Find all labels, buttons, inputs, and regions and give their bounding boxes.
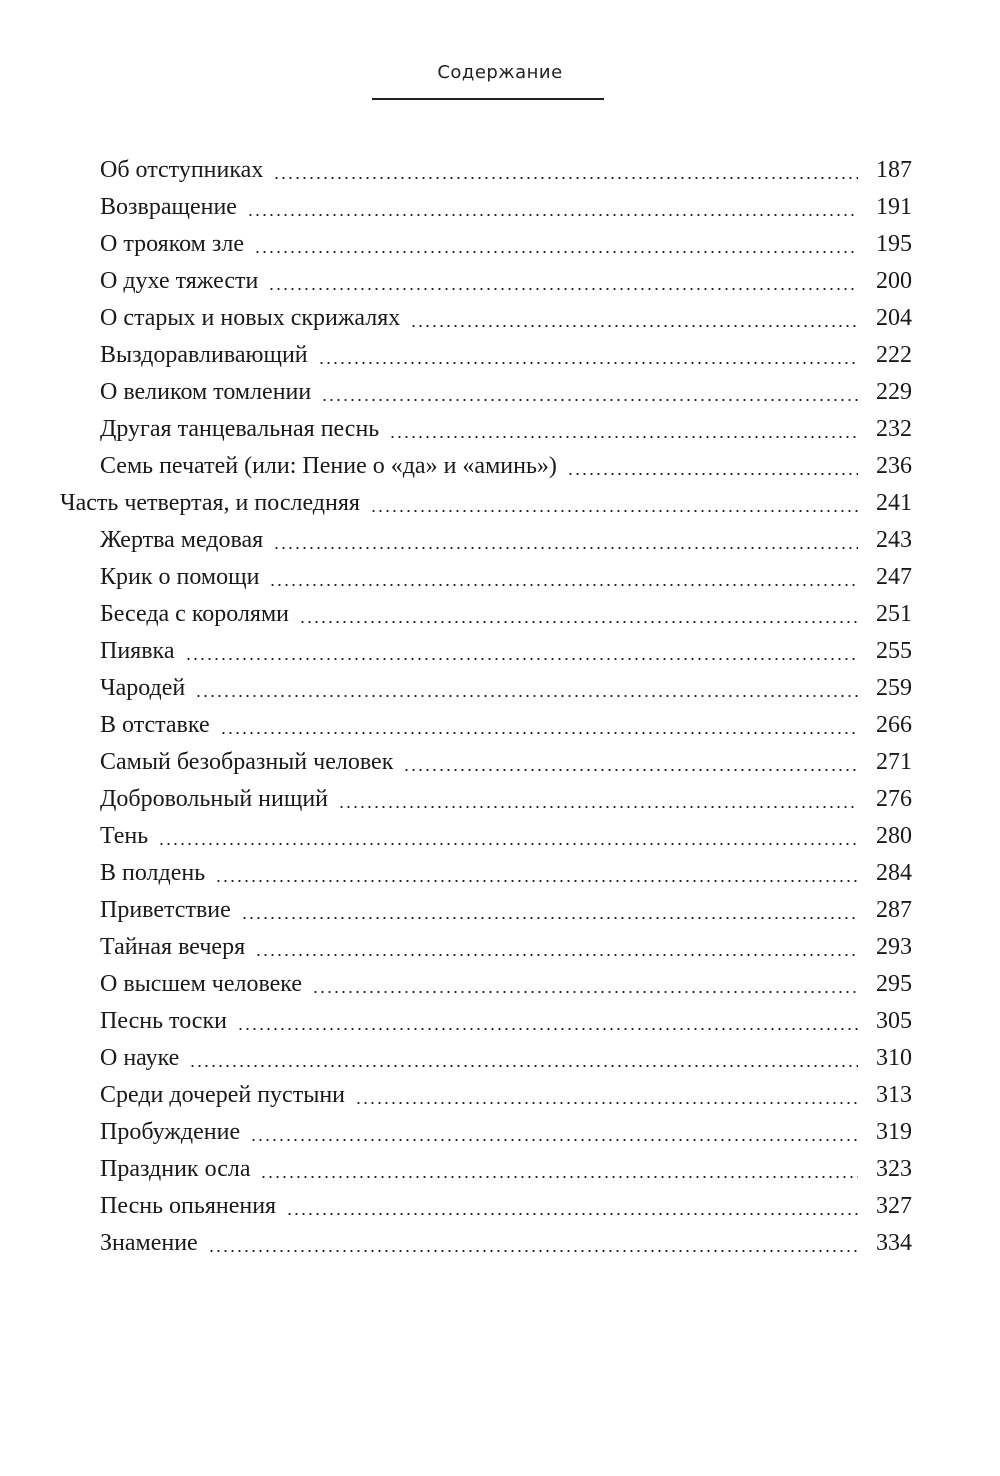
toc-entry <box>100 707 912 744</box>
toc-entry-page: 276 <box>876 786 912 812</box>
toc-entry-title: Крик о помощи <box>100 564 260 590</box>
running-head: Содержание <box>437 62 563 83</box>
toc-entry <box>100 929 912 966</box>
toc-entry <box>100 189 912 226</box>
toc-entry-page: 229 <box>876 379 912 405</box>
toc-entry <box>100 226 912 263</box>
dot-leader <box>321 399 858 401</box>
dot-leader <box>273 547 858 549</box>
toc-entry-page: 295 <box>876 971 912 997</box>
toc-entry-page: 271 <box>876 749 912 775</box>
toc-entry-page: 255 <box>876 638 912 664</box>
dot-leader <box>254 251 858 253</box>
toc-entry-page: 287 <box>876 897 912 923</box>
dot-leader <box>338 806 858 808</box>
toc-entry <box>100 596 912 633</box>
toc-entry <box>100 1225 912 1262</box>
toc-entry-title: Часть четвертая, и последняя <box>60 490 360 516</box>
toc-entry-title: Выздоравливающий <box>100 342 308 368</box>
dot-leader <box>158 843 858 845</box>
dot-leader <box>273 177 858 179</box>
toc-entry-title: Другая танцевальная песнь <box>100 416 380 442</box>
dot-leader <box>215 880 858 882</box>
toc-entry-page: 293 <box>876 934 912 960</box>
dot-leader <box>247 214 858 216</box>
toc-entry <box>100 337 912 374</box>
dot-leader <box>355 1102 858 1104</box>
toc-entry-title: Песнь тоски <box>100 1008 227 1034</box>
toc-entry-page: 284 <box>876 860 912 886</box>
dot-leader <box>403 769 858 771</box>
toc-part-heading <box>60 485 912 522</box>
dot-leader <box>237 1028 858 1030</box>
toc-entry-title: Песнь опьянения <box>100 1193 277 1219</box>
dot-leader <box>269 584 858 586</box>
toc-entry-title: О высшем человеке <box>100 971 303 997</box>
toc-entry-page: 319 <box>876 1119 912 1145</box>
toc-entry-page: 259 <box>876 675 912 701</box>
dot-leader <box>318 362 858 364</box>
dot-leader <box>189 1065 858 1067</box>
toc-entry-title: О науке <box>100 1045 180 1071</box>
toc-entry <box>100 781 912 818</box>
toc-entry <box>100 263 912 300</box>
toc-entry-page: 243 <box>876 527 912 553</box>
toc-entry-title: Приветствие <box>100 897 231 923</box>
toc-entry-page: 195 <box>876 231 912 257</box>
toc-entry-title: Пиявка <box>100 638 175 664</box>
toc-entry <box>100 1151 912 1188</box>
toc-entry <box>100 855 912 892</box>
toc-entry <box>100 374 912 411</box>
dot-leader <box>389 436 858 438</box>
toc-entry-page: 241 <box>876 490 912 516</box>
toc-entry <box>100 1003 912 1040</box>
toc-entry-title: Об отступниках <box>100 157 264 183</box>
toc-entry-title: Тайная вечеря <box>100 934 246 960</box>
toc-entry-title: Среди дочерей пустыни <box>100 1082 346 1108</box>
toc-entry-title: В отставке <box>100 712 210 738</box>
toc-entry-title: В полдень <box>100 860 206 886</box>
toc-entry-title: О великом томлении <box>100 379 312 405</box>
toc-entry-page: 204 <box>876 305 912 331</box>
toc-entry-title: Пробуждение <box>100 1119 241 1145</box>
dot-leader <box>195 695 858 697</box>
toc-entry <box>100 448 912 485</box>
dot-leader <box>312 991 858 993</box>
toc-entry-page: 266 <box>876 712 912 738</box>
toc-entry-page: 305 <box>876 1008 912 1034</box>
toc-entry <box>100 633 912 670</box>
toc-entry <box>100 818 912 855</box>
toc-entry-title: Знамение <box>100 1230 198 1256</box>
toc-entry <box>100 744 912 781</box>
toc-entry-title: О духе тяжести <box>100 268 259 294</box>
dot-leader <box>250 1139 858 1141</box>
toc-entry <box>100 1077 912 1114</box>
toc-entry <box>100 1040 912 1077</box>
toc-entry-page: 313 <box>876 1082 912 1108</box>
toc-entry-page: 232 <box>876 416 912 442</box>
dot-leader <box>567 473 858 475</box>
toc-entry-title: Самый безобразный человек <box>100 749 394 775</box>
toc-entry-page: 187 <box>876 157 912 183</box>
toc-entry <box>100 559 912 596</box>
header-rule <box>372 98 604 100</box>
toc-entry <box>100 892 912 929</box>
toc-entry <box>100 411 912 448</box>
toc-entry-title: О старых и новых скрижалях <box>100 305 401 331</box>
toc-entry-page: 236 <box>876 453 912 479</box>
toc-entry <box>100 522 912 559</box>
toc-entry-page: 310 <box>876 1045 912 1071</box>
toc-entry-title: Добровольный нищий <box>100 786 329 812</box>
dot-leader <box>260 1176 858 1178</box>
table-of-contents <box>0 152 1000 1262</box>
toc-entry-page: 222 <box>876 342 912 368</box>
toc-entry-page: 200 <box>876 268 912 294</box>
toc-entry <box>100 966 912 1003</box>
dot-leader <box>185 658 859 660</box>
toc-entry-title: Чародей <box>100 675 186 701</box>
toc-entry-page: 251 <box>876 601 912 627</box>
toc-entry-page: 280 <box>876 823 912 849</box>
toc-entry-title: О трояком зле <box>100 231 244 257</box>
toc-entry-title: Возвращение <box>100 194 237 220</box>
toc-entry-page: 247 <box>876 564 912 590</box>
dot-leader <box>370 510 858 512</box>
toc-entry-page: 327 <box>876 1193 912 1219</box>
dot-leader <box>286 1213 858 1215</box>
dot-leader <box>255 954 858 956</box>
toc-entry <box>100 670 912 707</box>
dot-leader <box>268 288 858 290</box>
toc-entry-title: Беседа с королями <box>100 601 289 627</box>
toc-entry-title: Жертва медовая <box>100 527 264 553</box>
dot-leader <box>299 621 858 623</box>
toc-entry <box>100 1188 912 1225</box>
dot-leader <box>241 917 858 919</box>
dot-leader <box>410 325 858 327</box>
toc-entry-title: Тень <box>100 823 149 849</box>
toc-entry-title: Праздник осла <box>100 1156 251 1182</box>
dot-leader <box>220 732 858 734</box>
toc-entry <box>100 1114 912 1151</box>
toc-entry-title: Семь печатей (или: Пение о «да» и «аминь») <box>100 453 557 479</box>
toc-entry-page: 334 <box>876 1230 912 1256</box>
toc-entry <box>100 152 912 189</box>
toc-entry <box>100 300 912 337</box>
toc-entry-page: 323 <box>876 1156 912 1182</box>
toc-entry-page: 191 <box>876 194 912 220</box>
dot-leader <box>208 1250 858 1252</box>
